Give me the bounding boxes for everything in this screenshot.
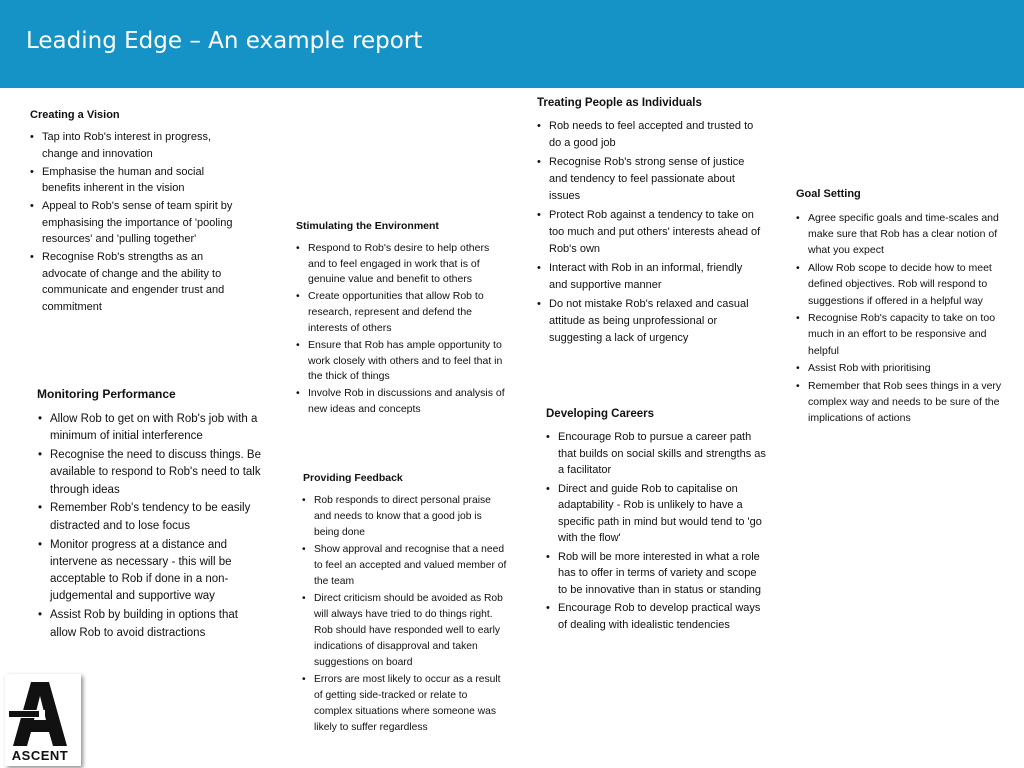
list-item: • Recognise the need to discuss things. Be available to respond to Rob's need to talk through ideas [50,447,267,499]
section-heading: Goal Setting [796,188,861,200]
list-item: • Remember Rob's tendency to be easily distracted and to lose focus [50,500,267,535]
ascent-logo [5,674,81,766]
header-bar [0,0,1024,88]
section-treating-people-as-individuals [537,97,762,349]
list-item: • Errors are most likely to occur as a result of getting side-tracked or relate to complex situations where someone was likely to suffer regardless [314,672,508,736]
page-title: Leading Edge – An example report [26,28,423,54]
list-item: • Protect Rob against a tendency to take on too much and put others' interests ahead of Rob's own [549,207,762,258]
bullet-list [50,411,267,642]
section-heading: Developing Careers [546,408,655,420]
ascent-a-logo-icon [9,680,73,748]
list-item: • Ensure that Rob has ample opportunity to work closely with others and to feel that in the thick of things [308,338,506,385]
section-heading: Creating a Vision [30,109,120,121]
list-item: • Direct and guide Rob to capitalise on adaptability - Rob is unlikely to have a specific path in mind but would tend to 'go with the flow' [558,481,766,547]
list-item: • Respond to Rob's desire to help others and to feel engaged in work that is of genuine value and benefit to others [308,241,506,288]
bullet-list [314,493,508,735]
list-item: • Remember that Rob sees things in a very complex way and needs to be sure of the implications of actions [808,378,1011,427]
section-monitoring-performance [37,387,267,643]
section-heading: Stimulating the Environment [296,220,439,232]
list-item: • Appeal to Rob's sense of team spirit by emphasising the importance of 'pooling resources' and 'pulling together' [42,198,245,248]
section-heading: Providing Feedback [303,472,403,484]
list-item: • Do not mistake Rob's relaxed and casual attitude as being unprofessional or suggesting a lack of urgency [549,296,762,347]
section-creating-a-vision [30,109,245,317]
section-heading: Monitoring Performance [37,387,176,401]
list-item: • Recognise Rob's capacity to take on too much in an effort to be responsive and helpful [808,310,1011,359]
list-item: • Create opportunities that allow Rob to research, represent and defend the interests of others [308,289,506,336]
section-providing-feedback [303,472,508,737]
list-item: • Show approval and recognise that a need to feel an accepted and valued member of the team [314,542,508,590]
list-item: • Monitor progress at a distance and intervene as necessary - this will be acceptable to Rob if done in a non-judgemental and supportive way [50,537,267,606]
list-item: • Tap into Rob's interest in progress, change and innovation [42,129,245,162]
bullet-list [549,118,762,347]
logo-text: ASCENT [11,748,69,763]
section-developing-careers [546,408,766,635]
list-item: • Recognise Rob's strengths as an advocate of change and the ability to communicate and engender trust and commitment [42,249,245,315]
list-item: • Rob needs to feel accepted and trusted to do a good job [549,118,762,152]
section-stimulating-the-environment [296,220,506,419]
list-item: • Recognise Rob's strong sense of justice and tendency to feel passionate about issues [549,154,762,205]
list-item: • Assist Rob by building in options that allow Rob to avoid distractions [50,607,267,642]
list-item: • Agree specific goals and time-scales and make sure that Rob has a clear notion of what you expect [808,210,1011,259]
bullet-list [558,429,766,633]
section-goal-setting [796,188,1011,428]
list-item: • Interact with Rob in an informal, friendly and supportive manner [549,260,762,294]
list-item: • Emphasise the human and social benefits inherent in the vision [42,164,245,197]
list-item: • Direct criticism should be avoided as Rob will always have tried to do things right. Rob should have responded well to early indications of disapproval and taken suggestions on board [314,591,508,671]
list-item: • Encourage Rob to develop practical ways of dealing with idealistic tendencies [558,600,766,633]
bullet-list [808,210,1011,427]
bullet-list [42,129,245,315]
list-item: • Rob will be more interested in what a role has to offer in terms of variety and scope to be innovative than in status or standing [558,549,766,599]
list-item: • Rob responds to direct personal praise and needs to know that a good job is being done [314,493,508,541]
list-item: • Assist Rob with prioritising [808,360,1011,376]
bullet-list [308,241,506,418]
list-item: • Encourage Rob to pursue a career path that builds on social skills and strengths as a facilitator [558,429,766,479]
list-item: • Allow Rob scope to decide how to meet defined objectives. Rob will respond to suggestions if offered in a helpful way [808,260,1011,309]
section-heading: Treating People as Individuals [537,97,702,109]
list-item: • Allow Rob to get on with Rob's job with a minimum of initial interference [50,411,267,446]
list-item: • Involve Rob in discussions and analysis of new ideas and concepts [308,386,506,417]
